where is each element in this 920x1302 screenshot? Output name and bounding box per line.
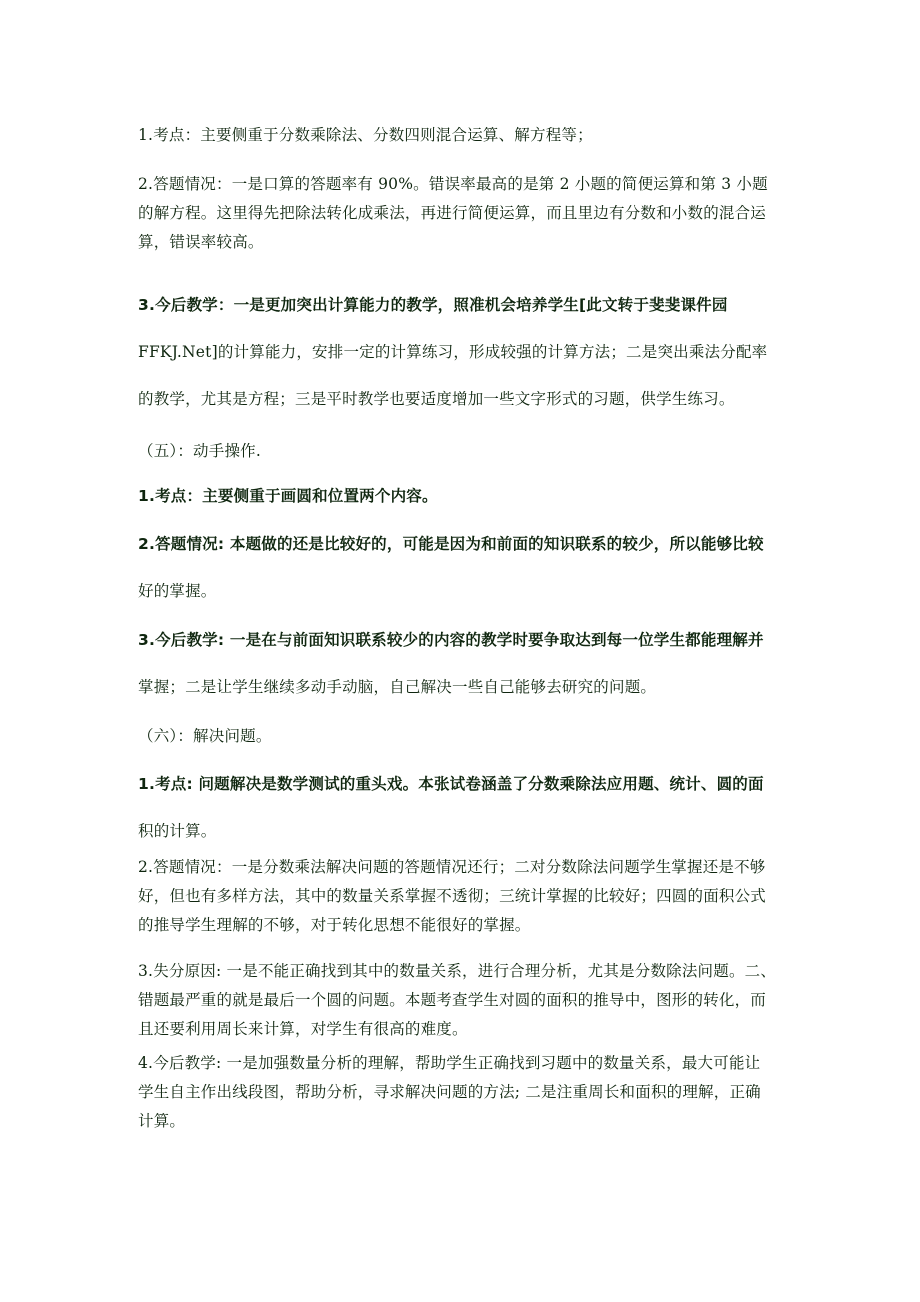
section-heading: （五）：动手操作. — [138, 442, 261, 460]
text-line: 3.失分原因: 一是不能正确找到其中的数量关系，进行合理分析，尤其是分数除法问题。二、 — [138, 962, 777, 980]
text-line: 掌握；二是让学生继续多动手动脑，自己解决一些自己能够去研究的问题。 — [138, 678, 657, 696]
text-line: 学生自主作出线段图，帮助分析，寻求解决问题的方法; 二是注重周长和面积的理解，正确 — [138, 1083, 761, 1101]
text-line: 3.今后教学：一是更加突出计算能力的教学，照准机会培养学生[此文转于斐斐课件园 — [138, 296, 728, 314]
text-line: 且还要利用周长来计算，对学生有很高的难度。 — [138, 1020, 468, 1038]
text-line: 的教学，尤其是方程；三是平时教学也要适度增加一些文字形式的习题，供学生练习。 — [138, 390, 735, 408]
section-heading-problem-solving — [138, 713, 783, 760]
paragraph-answer-status-3 — [138, 853, 783, 940]
text-line: 的解方程。这里得先把除法转化成乘法，再进行简便运算，而且里边有分数和小数的混合运 — [138, 204, 767, 222]
paragraph-future-teaching-2 — [138, 617, 783, 711]
paragraph-lost-points-reasons — [138, 957, 783, 1044]
text-line: 好的掌握。 — [138, 582, 217, 600]
text-line: 1.考点：主要侧重于分数乘除法、分数四则混合运算、解方程等； — [138, 126, 593, 144]
paragraph-exam-points-3 — [138, 761, 783, 855]
text-line: 2.答题情况：一是口算的答题率有 90%。错误率最高的是第 2 小题的简便运算和第 3 小题 — [138, 175, 768, 193]
text-line: 好，但也有多样方法，其中的数量关系掌握不透彻；三统计掌握的比较好；四圆的面积公式 — [138, 887, 767, 905]
text-line: 错题最严重的就是最后一个圆的问题。本题考查学生对圆的面积的推导中，图形的转化，而 — [138, 991, 767, 1009]
text-line: 积的计算。 — [138, 822, 217, 840]
text-line: 4.今后教学: 一是加强数量分析的理解，帮助学生正确找到习题中的数量关系，最大可能让 — [138, 1054, 761, 1072]
text-line: 的推导学生理解的不够，对于转化思想不能很好的掌握。 — [138, 916, 531, 934]
paragraph-answer-status-2 — [138, 521, 783, 615]
text-line: 计算。 — [138, 1112, 186, 1130]
paragraph-exam-points-1 — [138, 121, 783, 150]
paragraph-future-teaching-1 — [138, 282, 783, 423]
text-line: 1.考点: 问题解决是数学测试的重头戏。本张试卷涵盖了分数乘除法应用题、统计、圆的面 — [138, 775, 764, 793]
section-heading-hands-on — [138, 428, 783, 475]
paragraph-exam-points-2 — [138, 473, 783, 520]
text-line: 1.考点：主要侧重于画圆和位置两个内容。 — [138, 487, 438, 505]
paragraph-future-teaching-3 — [138, 1049, 783, 1136]
text-line: 算，错误率较高。 — [138, 233, 264, 251]
text-line: 3.今后教学: 一是在与前面知识联系较少的内容的教学时要争取达到每一位学生都能理解并 — [138, 631, 764, 649]
text-line: 2.答题情况: 本题做的还是比较好的，可能是因为和前面的知识联系的较少，所以能够比较 — [138, 535, 764, 553]
paragraph-answer-status-1 — [138, 170, 783, 257]
section-heading: （六）：解决问题。 — [138, 727, 272, 745]
text-line: 2.答题情况：一是分数乘法解决问题的答题情况还行；二对分数除法问题学生掌握还是不够 — [138, 858, 766, 876]
text-line: FFKJ.Net]的计算能力，安排一定的计算练习，形成较强的计算方法；二是突出乘法分配率 — [138, 343, 768, 361]
